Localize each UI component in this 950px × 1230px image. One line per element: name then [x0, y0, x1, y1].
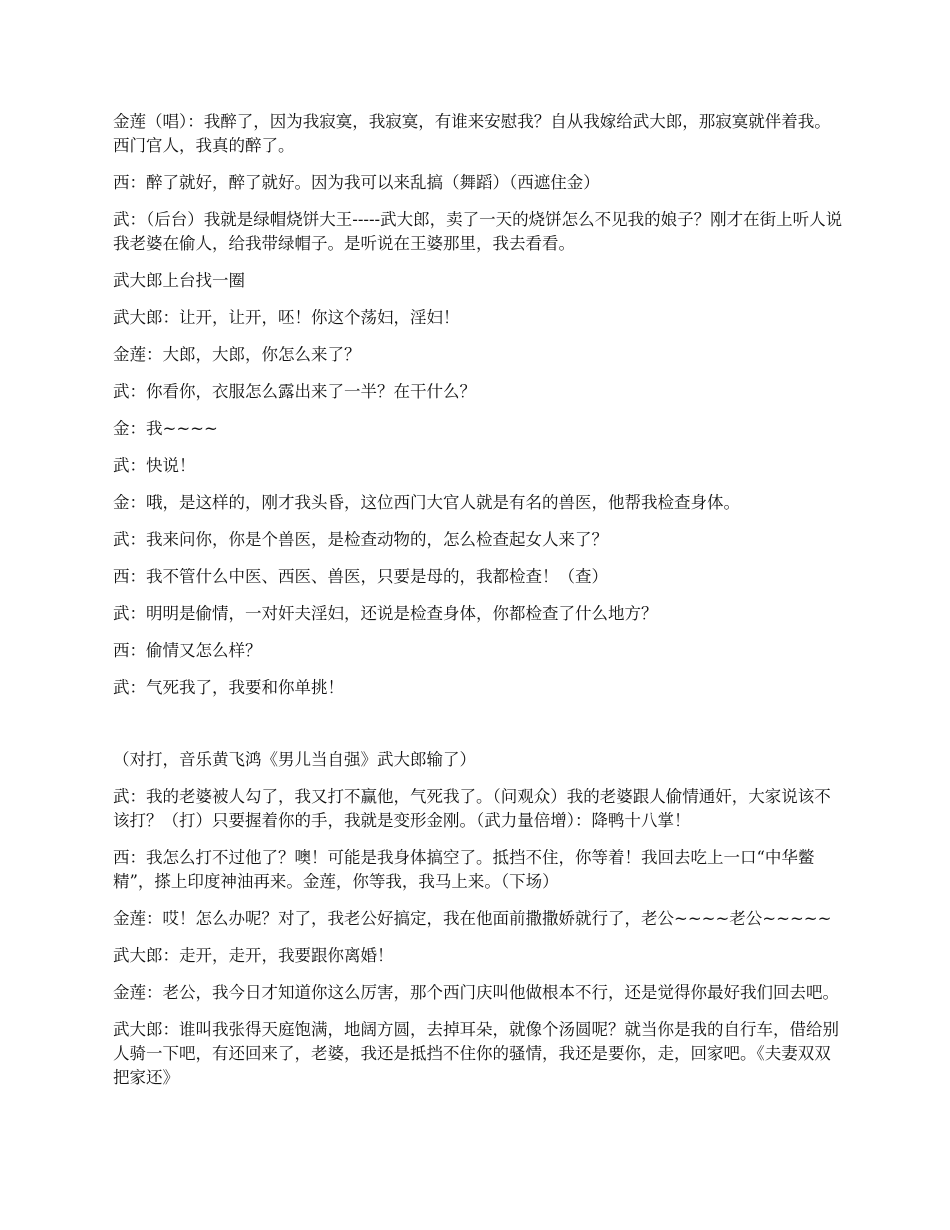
- paragraph-xi-retreat: 西：我怎么打不过他了？噢！可能是我身体搞空了。抵挡不住，你等着！我回去吃上一口“中华鳖精”，搽上印度神油再来。金莲，你等我，我马上来。（下场）: [113, 848, 815, 891]
- paragraph-jinlian-sings: 金莲（唱）：我醉了，因为我寂寞，我寂寞，有谁来安慰我？自从我嫁给武大郎，那寂寞就伴着我。西门官人，我真的醉了。: [113, 112, 831, 155]
- paragraph-wudalang-divorce: 武大郎：走开，走开，我要跟你离婚！: [113, 946, 394, 965]
- paragraph-jinlian-praise: 金莲：老公，我今日才知道你这么厉害，那个西门庆叫他做根本不行，还是觉得你最好我们回去吧。: [113, 983, 839, 1002]
- paragraph-wu-offstage: 武：（后台）我就是绿帽烧饼大王-----武大郎，卖了一天的烧饼怎么不见我的娘子？刚才在街上听人说我老婆在偷人，给我带绿帽子。是听说在王婆那里，我去看看。: [113, 210, 843, 253]
- paragraph-jin-stammer: 金：我~~~~: [113, 419, 218, 438]
- paragraph-xi-so-what: 西：偷情又怎么样？: [113, 641, 262, 660]
- paragraph-xi-check: 西：我不管什么中医、西医、兽医，只要是母的，我都检查！（查）: [113, 567, 608, 586]
- paragraph-jinlian-surprised: 金莲：大郎，大郎，你怎么来了？: [113, 345, 361, 364]
- paragraph-wudalang-finale: 武大郎：谁叫我张得天庭饱满，地阔方圆，去掉耳朵，就像个汤圆呢？就当你是我的自行车，借给别人骑一下吧，有还回来了，老婆，我还是抵挡不住你的骚情，我还是要你，走，回家吧。《夫妻双双把家还》: [113, 1020, 839, 1087]
- paragraph-wu-audience: 武：我的老婆被人勾了，我又打不赢他，气死我了。（问观众）我的老婆跟人偷情通奸，大家说该不该打？（打）只要握着你的手，我就是变形金刚。（武力量倍增）：降鸭十八掌！: [113, 787, 831, 830]
- paragraph-wu-duel: 武：气死我了，我要和你单挑！: [113, 678, 344, 697]
- paragraph-wu-speak: 武：快说！: [113, 456, 196, 475]
- paragraph-jin-vet: 金：哦，是这样的，刚才我头昏，这位西门大官人就是有名的兽医，他帮我检查身体。: [113, 493, 740, 512]
- stage-direction-enter: 武大郎上台找一圈: [113, 271, 245, 290]
- paragraph-wudalang-step-aside: 武大郎：让开，让开，呸！你这个荡妇，淫妇！: [113, 308, 460, 327]
- paragraph-wu-accuse: 武：明明是偷情，一对奸夫淫妇，还说是检查身体，你都检查了什么地方？: [113, 604, 658, 623]
- document-body: [113, 110, 843, 1090]
- stage-direction-fight: （对打，音乐黄飞鸿《男儿当自强》武大郎输了）: [113, 750, 476, 769]
- paragraph-wu-question: 武：我来问你，你是个兽医，是检查动物的，怎么检查起女人来了？: [113, 530, 608, 549]
- paragraph-wu-clothes: 武：你看你，衣服怎么露出来了一半？在干什么？: [113, 382, 476, 401]
- paragraph-jinlian-coax: 金莲：哎！怎么办呢？对了，我老公好搞定，我在他面前撒撒娇就行了，老公~~~~老公~~~~~: [113, 909, 832, 928]
- paragraph-xi-drunk: 西：醉了就好，醉了就好。因为我可以来乱搞（舞蹈）（西遮住金）: [113, 173, 600, 192]
